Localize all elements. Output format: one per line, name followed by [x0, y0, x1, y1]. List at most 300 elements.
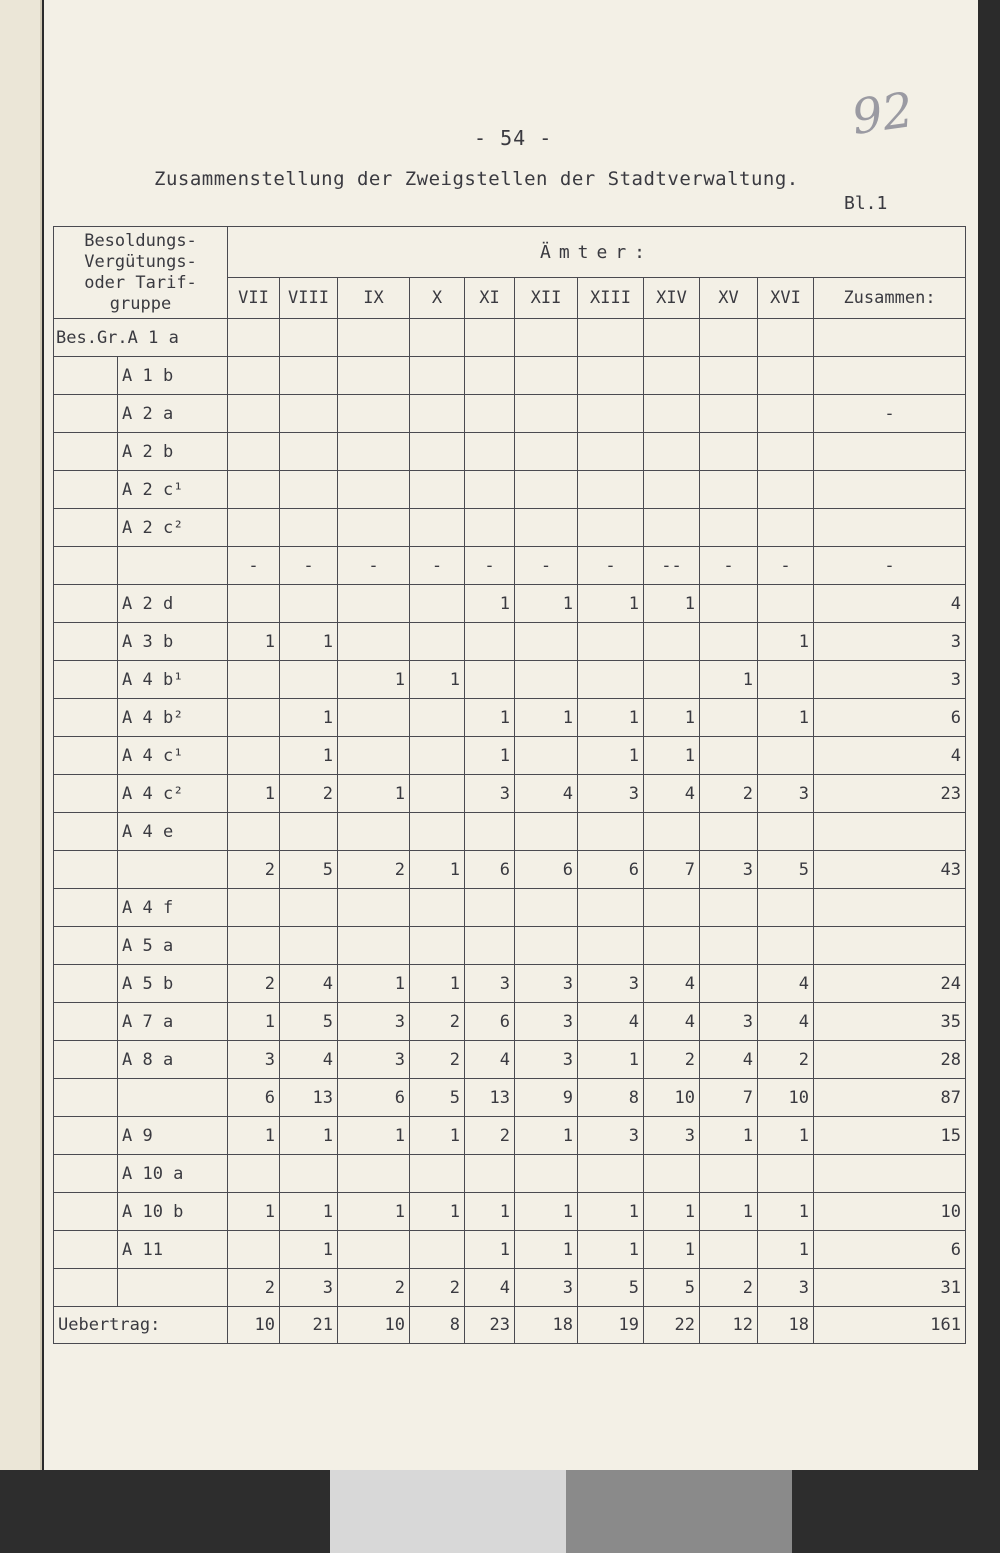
table-cell: 1	[644, 1193, 700, 1231]
table-cell: -	[578, 547, 644, 585]
table-cell: 12	[700, 1307, 758, 1344]
table-cell: 3	[814, 623, 966, 661]
table-cell	[280, 509, 338, 547]
table-cell	[338, 509, 410, 547]
table-cell	[338, 813, 410, 851]
table-row	[54, 1155, 966, 1193]
row-group-spacer	[54, 547, 118, 585]
row-group-spacer	[54, 889, 118, 927]
table-cell	[758, 737, 814, 775]
table-cell	[700, 965, 758, 1003]
table-cell: 3	[700, 851, 758, 889]
table-cell: 1	[758, 699, 814, 737]
table-cell	[700, 357, 758, 395]
table-cell: 4	[280, 965, 338, 1003]
table-cell: 1	[280, 737, 338, 775]
table-cell	[465, 623, 515, 661]
table-cell: 2	[465, 1117, 515, 1155]
table-cell	[578, 927, 644, 965]
table-cell	[410, 775, 465, 813]
table-cell	[758, 395, 814, 433]
table-cell	[280, 585, 338, 623]
table-cell: 1	[644, 585, 700, 623]
table-cell	[465, 509, 515, 547]
table-cell: 1	[700, 1117, 758, 1155]
table-cell: 7	[700, 1079, 758, 1117]
table-cell: 2	[228, 851, 280, 889]
table-cell	[515, 813, 578, 851]
table-cell: 23	[814, 775, 966, 813]
row-label: A 9	[118, 1117, 228, 1155]
table-cell: 9	[515, 1079, 578, 1117]
table-cell: 3	[578, 965, 644, 1003]
table-row	[54, 585, 966, 623]
table-cell: 2	[700, 775, 758, 813]
table-cell	[814, 471, 966, 509]
table-cell: 2	[410, 1269, 465, 1307]
table-row	[54, 547, 966, 585]
header-line: gruppe	[109, 294, 172, 314]
table-row	[54, 509, 966, 547]
table-cell	[465, 319, 515, 357]
table-cell	[228, 1155, 280, 1193]
table-cell: 1	[515, 585, 578, 623]
table-cell	[814, 927, 966, 965]
table-cell	[228, 699, 280, 737]
table-cell	[644, 509, 700, 547]
table-cell: -	[280, 547, 338, 585]
row-group-spacer	[54, 775, 118, 813]
table-cell	[338, 395, 410, 433]
table-cell: 5	[644, 1269, 700, 1307]
table-cell: 5	[578, 1269, 644, 1307]
table-cell	[465, 433, 515, 471]
table-cell: 4	[814, 737, 966, 775]
table-cell	[814, 813, 966, 851]
table-cell	[410, 319, 465, 357]
table-cell	[410, 1231, 465, 1269]
row-label: A 5 a	[118, 927, 228, 965]
table-cell: 4	[644, 965, 700, 1003]
table-cell: 2	[410, 1003, 465, 1041]
table-cell	[280, 319, 338, 357]
table-cell: 3	[758, 775, 814, 813]
table-cell: 3	[814, 661, 966, 699]
table-cell	[700, 699, 758, 737]
table-cell	[228, 927, 280, 965]
row-label	[118, 1079, 228, 1117]
table-cell	[758, 1155, 814, 1193]
table-cell	[814, 509, 966, 547]
handwritten-folio-number: 92	[848, 82, 917, 146]
table-cell	[515, 927, 578, 965]
header-line: oder Tarif-	[84, 273, 197, 293]
table-row	[54, 1193, 966, 1231]
row-group-spacer	[54, 1269, 118, 1307]
table-cell: 6	[814, 1231, 966, 1269]
column-header: XII	[515, 278, 578, 319]
table-cell: 1	[758, 1193, 814, 1231]
table-cell: 19	[578, 1307, 644, 1344]
table-cell: 3	[338, 1003, 410, 1041]
table-cell	[228, 509, 280, 547]
table-cell: 5	[280, 1003, 338, 1041]
carry-over-label: Uebertrag:	[54, 1307, 228, 1344]
row-label: A 4 e	[118, 813, 228, 851]
table-cell	[700, 623, 758, 661]
table-row	[54, 1003, 966, 1041]
table-cell: 23	[465, 1307, 515, 1344]
table-row	[54, 889, 966, 927]
table-cell: 4	[700, 1041, 758, 1079]
table-cell: -	[515, 547, 578, 585]
table-cell	[700, 395, 758, 433]
table-cell	[758, 319, 814, 357]
table-cell: -	[228, 547, 280, 585]
row-group-spacer	[54, 433, 118, 471]
table-row	[54, 1231, 966, 1269]
table-cell	[338, 433, 410, 471]
table-cell: 1	[338, 965, 410, 1003]
table-cell: --	[644, 547, 700, 585]
table-cell: 28	[814, 1041, 966, 1079]
table-cell	[338, 357, 410, 395]
table-cell	[515, 889, 578, 927]
table-cell	[410, 927, 465, 965]
table-cell	[280, 357, 338, 395]
row-label: A 2 b	[118, 433, 228, 471]
table-cell: 3	[758, 1269, 814, 1307]
table-cell: 10	[644, 1079, 700, 1117]
table-cell: -	[814, 395, 966, 433]
table-cell	[578, 1155, 644, 1193]
table-cell: 1	[280, 623, 338, 661]
table-cell	[814, 357, 966, 395]
table-cell: 4	[280, 1041, 338, 1079]
row-label: A 8 a	[118, 1041, 228, 1079]
table-cell: 1	[228, 1003, 280, 1041]
table-cell: 1	[578, 585, 644, 623]
row-group-spacer	[54, 927, 118, 965]
table-cell	[228, 357, 280, 395]
header-line: Vergütungs-	[84, 252, 197, 272]
table-cell: 4	[758, 965, 814, 1003]
table-cell: 4	[644, 775, 700, 813]
table-cell: 4	[578, 1003, 644, 1041]
table-cell	[644, 471, 700, 509]
column-header: XV	[700, 278, 758, 319]
column-header: XIV	[644, 278, 700, 319]
row-group-label: Bes.Gr.A 1 a	[54, 319, 228, 357]
table-cell: 1	[228, 1193, 280, 1231]
row-label: A 7 a	[118, 1003, 228, 1041]
table-cell: -	[700, 547, 758, 585]
table-cell: 1	[578, 1041, 644, 1079]
table-cell	[280, 889, 338, 927]
table-cell: 1	[280, 699, 338, 737]
column-header: XI	[465, 278, 515, 319]
table-cell: 1	[338, 1117, 410, 1155]
table-cell: 3	[578, 775, 644, 813]
table-cell: 18	[758, 1307, 814, 1344]
row-label: A 10 a	[118, 1155, 228, 1193]
table-cell: 1	[280, 1193, 338, 1231]
table-cell: 1	[338, 775, 410, 813]
row-label: A 4 c¹	[118, 737, 228, 775]
table-cell	[465, 395, 515, 433]
table-cell	[228, 737, 280, 775]
summary-table	[53, 226, 966, 1344]
table-cell	[338, 1155, 410, 1193]
table-cell	[515, 737, 578, 775]
row-group-spacer	[54, 1003, 118, 1041]
table-row	[54, 433, 966, 471]
table-row	[54, 357, 966, 395]
table-cell: 1	[515, 1231, 578, 1269]
table-cell: 35	[814, 1003, 966, 1041]
table-cell: 1	[410, 851, 465, 889]
table-cell	[700, 1231, 758, 1269]
table-cell	[410, 395, 465, 433]
table-cell	[644, 395, 700, 433]
table-cell: 3	[515, 1041, 578, 1079]
table-cell	[578, 813, 644, 851]
table-cell	[338, 889, 410, 927]
table-cell: 1	[465, 699, 515, 737]
row-group-spacer	[54, 661, 118, 699]
table-cell	[644, 623, 700, 661]
table-row	[54, 1117, 966, 1155]
table-cell: 2	[700, 1269, 758, 1307]
table-body	[54, 319, 966, 1307]
table-cell	[814, 889, 966, 927]
row-label	[118, 547, 228, 585]
column-header: XIII	[578, 278, 644, 319]
table-cell: 1	[700, 1193, 758, 1231]
row-group-spacer	[54, 1193, 118, 1231]
table-cell: 87	[814, 1079, 966, 1117]
table-cell: 1	[410, 661, 465, 699]
table-cell: 15	[814, 1117, 966, 1155]
column-header: Zusammen:	[814, 278, 966, 319]
table-cell	[228, 433, 280, 471]
table-cell: 5	[758, 851, 814, 889]
table-cell	[700, 471, 758, 509]
adjacent-page-edge	[0, 0, 42, 1553]
table-cell	[410, 813, 465, 851]
table-cell: 1	[410, 1193, 465, 1231]
table-cell: 3	[515, 965, 578, 1003]
table-cell: 10	[814, 1193, 966, 1231]
table-row	[54, 927, 966, 965]
table-cell: 1	[700, 661, 758, 699]
table-cell: 13	[280, 1079, 338, 1117]
table-row	[54, 699, 966, 737]
table-cell: 1	[515, 1193, 578, 1231]
table-cell: 2	[338, 851, 410, 889]
column-header: IX	[338, 278, 410, 319]
table-cell: -	[465, 547, 515, 585]
table-row	[54, 775, 966, 813]
table-cell	[644, 889, 700, 927]
row-group-spacer	[54, 699, 118, 737]
table-cell: 1	[465, 737, 515, 775]
table-cell: 4	[814, 585, 966, 623]
table-cell: 1	[578, 1193, 644, 1231]
table-row	[54, 1079, 966, 1117]
header-pay-group	[54, 227, 228, 319]
table-cell	[578, 357, 644, 395]
table-cell: 6	[578, 851, 644, 889]
row-label: A 2 a	[118, 395, 228, 433]
table-cell: 1	[578, 737, 644, 775]
row-label: A 2 c¹	[118, 471, 228, 509]
table-cell: 1	[465, 1193, 515, 1231]
table-cell	[578, 319, 644, 357]
table-cell	[338, 623, 410, 661]
summary-table-wrapper	[53, 226, 966, 1344]
table-cell: 1	[758, 1117, 814, 1155]
table-cell: 5	[280, 851, 338, 889]
table-cell	[758, 813, 814, 851]
table-cell	[465, 1155, 515, 1193]
table-cell	[515, 661, 578, 699]
table-cell: 6	[228, 1079, 280, 1117]
table-cell	[410, 357, 465, 395]
table-cell	[758, 661, 814, 699]
table-row	[54, 1041, 966, 1079]
table-cell	[228, 813, 280, 851]
row-label: A 2 d	[118, 585, 228, 623]
table-cell	[465, 471, 515, 509]
table-row	[54, 1269, 966, 1307]
table-cell	[515, 357, 578, 395]
row-label: A 3 b	[118, 623, 228, 661]
table-cell	[758, 433, 814, 471]
table-cell: 10	[338, 1307, 410, 1344]
table-cell	[465, 889, 515, 927]
table-cell	[228, 889, 280, 927]
table-cell: 18	[515, 1307, 578, 1344]
row-label: A 5 b	[118, 965, 228, 1003]
table-cell: 22	[644, 1307, 700, 1344]
table-cell: 1	[758, 623, 814, 661]
table-cell: 3	[338, 1041, 410, 1079]
table-cell	[410, 889, 465, 927]
table-cell	[410, 699, 465, 737]
table-cell	[465, 813, 515, 851]
table-cell: 1	[644, 699, 700, 737]
table-cell	[515, 509, 578, 547]
table-cell	[578, 395, 644, 433]
table-cell: 31	[814, 1269, 966, 1307]
table-cell	[515, 623, 578, 661]
table-cell: 1	[515, 699, 578, 737]
table-cell: 1	[228, 623, 280, 661]
column-header: XVI	[758, 278, 814, 319]
table-cell	[338, 737, 410, 775]
row-label: A 1 b	[118, 357, 228, 395]
table-cell: 3	[465, 965, 515, 1003]
table-cell	[578, 661, 644, 699]
table-cell: 3	[280, 1269, 338, 1307]
row-group-spacer	[54, 395, 118, 433]
table-cell	[515, 319, 578, 357]
row-label	[118, 1269, 228, 1307]
table-cell: -	[814, 547, 966, 585]
table-row	[54, 661, 966, 699]
table-cell: 10	[228, 1307, 280, 1344]
table-cell: 1	[280, 1117, 338, 1155]
table-cell: 7	[644, 851, 700, 889]
table-cell	[465, 927, 515, 965]
table-cell	[465, 357, 515, 395]
table-cell	[644, 357, 700, 395]
table-cell: 2	[228, 965, 280, 1003]
table-cell	[700, 509, 758, 547]
table-cell	[578, 471, 644, 509]
table-cell: 4	[465, 1041, 515, 1079]
table-cell: 2	[410, 1041, 465, 1079]
table-cell	[410, 433, 465, 471]
table-cell	[280, 395, 338, 433]
row-group-spacer	[54, 1079, 118, 1117]
table-cell	[280, 661, 338, 699]
header-offices: Ämter:	[228, 227, 966, 278]
row-group-spacer	[54, 585, 118, 623]
table-cell	[644, 433, 700, 471]
table-cell: 1	[644, 737, 700, 775]
table-cell: 1	[465, 585, 515, 623]
table-cell	[410, 471, 465, 509]
table-cell	[515, 1155, 578, 1193]
table-cell	[228, 1231, 280, 1269]
table-cell	[338, 1231, 410, 1269]
table-cell	[758, 357, 814, 395]
table-cell: -	[410, 547, 465, 585]
table-cell	[644, 661, 700, 699]
table-row	[54, 395, 966, 433]
table-cell	[578, 509, 644, 547]
header-line: Besoldungs-	[84, 231, 197, 251]
table-cell	[228, 471, 280, 509]
table-cell	[700, 1155, 758, 1193]
table-cell: 1	[410, 965, 465, 1003]
table-cell	[644, 319, 700, 357]
table-row	[54, 471, 966, 509]
table-row	[54, 623, 966, 661]
page-title: Zusammenstellung der Zweigstellen der Stadtverwaltung.	[154, 168, 799, 190]
table-cell: 1	[228, 1117, 280, 1155]
sheet-label: Bl.1	[844, 193, 888, 214]
row-group-spacer	[54, 471, 118, 509]
column-header: VII	[228, 278, 280, 319]
table-cell	[700, 319, 758, 357]
carry-over-row	[54, 1307, 966, 1344]
row-group-spacer	[54, 357, 118, 395]
table-cell: 1	[410, 1117, 465, 1155]
table-cell: 13	[465, 1079, 515, 1117]
row-group-spacer	[54, 1041, 118, 1079]
table-cell	[700, 433, 758, 471]
table-cell	[758, 927, 814, 965]
table-row	[54, 965, 966, 1003]
row-label: A 4 f	[118, 889, 228, 927]
table-cell	[644, 1155, 700, 1193]
table-cell: 1	[758, 1231, 814, 1269]
row-group-spacer	[54, 737, 118, 775]
table-cell: 1	[338, 661, 410, 699]
